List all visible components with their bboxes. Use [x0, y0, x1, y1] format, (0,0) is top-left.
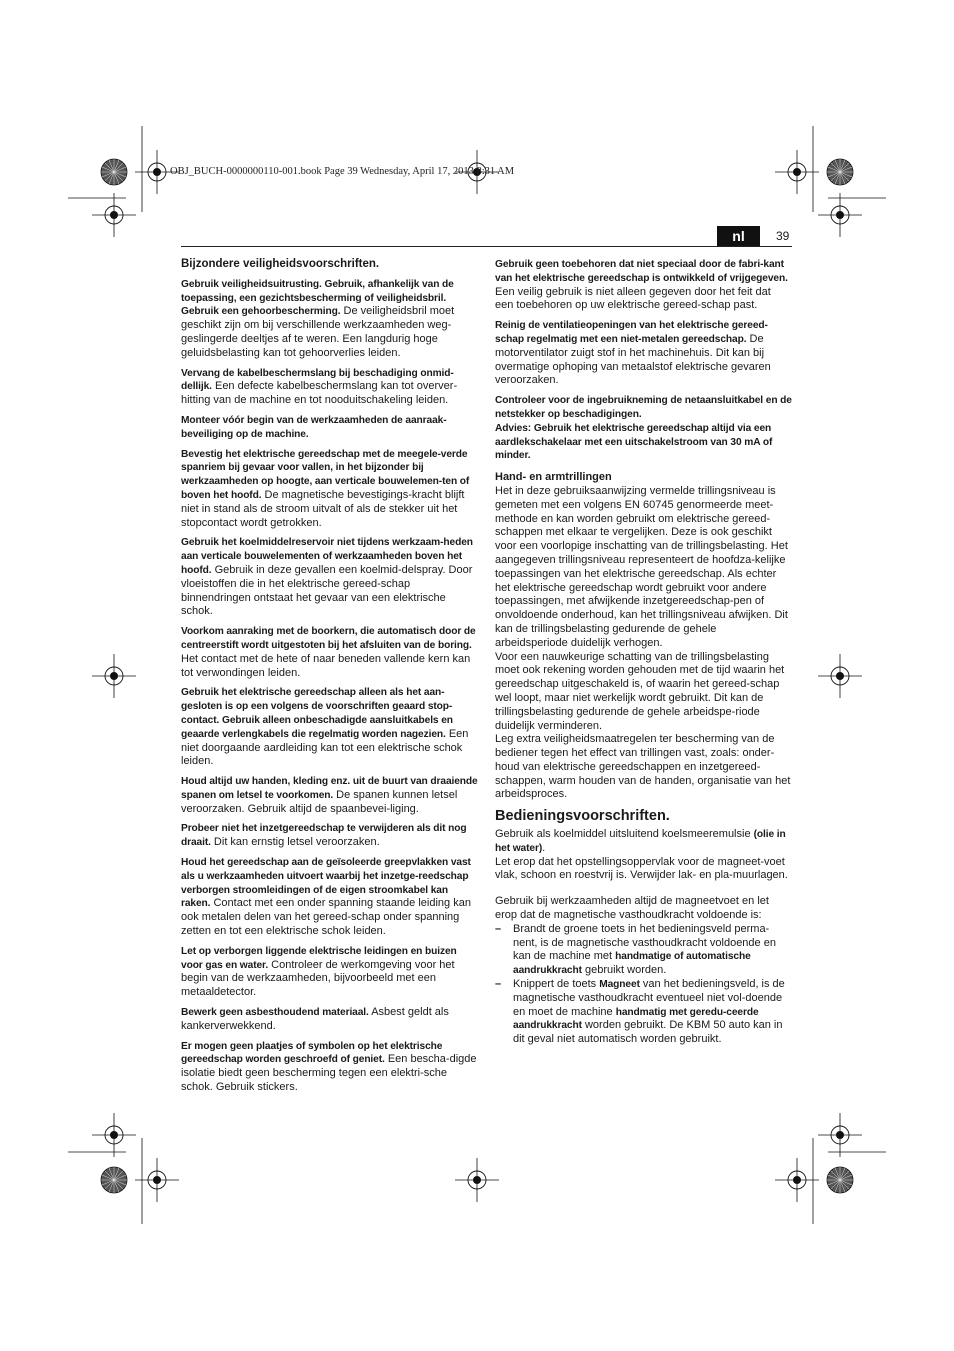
safety-paragraph: Bewerk geen asbesthoudend materiaal. Asbest geldt als kankerverwekkend. [181, 1006, 449, 1032]
left-column [181, 258, 478, 1101]
operating-instructions-heading: Bedieningsvoorschriften. [495, 808, 670, 825]
safety-paragraph: Probeer niet het inzetgereedschap te verwijderen als dit nog draait. Dit kan ernstig letsel veroorzaken. [181, 823, 467, 849]
safety-paragraph: Monteer vóór begin van de werkzaamheden de aanraak-beveiliging op de machine. [181, 414, 447, 440]
section-heading-safety: Bijzondere veiligheidsvoorschriften. [181, 258, 380, 270]
safety-paragraph: Voorkom aanraking met de boorkern, die automatisch door de centreerstift wordt uitgestoten bij het afsluiten van de boring. Het contact met de hete of naar beneden vallende kern kan tot verwondingen leiden. [181, 626, 476, 679]
safety-paragraph: Gebruik het elektrische gereedschap alleen als het aan-gesloten is op een volgens de voorschriften geaard stop-contact. Gebruik alleen onbeschadigde aansluitkabels en geaarde verlengkabels die regelmatig worden nagezien. Een niet doorgaande aardleiding kan tot een elektrische schok leiden. [181, 687, 469, 768]
vibration-heading: Hand- en armtrillingen [495, 471, 612, 484]
header-rule [181, 246, 792, 247]
vibration-paragraph-1: Het in deze gebruiksaanwijzing vermelde trillingsniveau is gemeten met een volgens EN 60745 genormeerde meet-methode en kan worden gebruikt om elektrische gereed-schappen met elkaar te vergelijken. Deze is ook geschikt voor een voorlopige inschatting van de trillingsbelasting. Het aangegeven trillingsniveau representeert de hoofdza-kelijke toepassingen van het elektrische gereedschap. Als echter het elektrische gereedschap wordt gebruikt voor andere toepassingen, met afwijkende inzetgereedschap-pen of onvoldoende onderhoud, kan het trillingsniveau afwijken. Dit kan de trillingsbelasting gedurende de gehele arbeidsperiode duidelijk verhogen. [495, 484, 788, 649]
safety-paragraph: Houd altijd uw handen, kleding enz. uit de buurt van draaiende spanen om letsel te voorkomen. De spanen kunnen letsel veroorzaken. Gebruik altijd de spaanbevei-liging. [181, 776, 478, 815]
paragraph-ventilation: Reinig de ventilatieopeningen van het elektrische gereed-schap regelmatig met een niet-metalen gereedschap. De motorventilator zuigt stof in het machinehuis. Dit kan bij overmatige ophoping van metaalstof elektrische gevaren veroorzaken. [495, 320, 771, 387]
dash-bullet: – [495, 922, 502, 935]
magnet-surface-paragraph: Let erop dat het opstellingsoppervlak voor de magneet-voet vlak, schoon en roestvrij is. Verwijder lak- en pla-muurlagen. [495, 855, 788, 882]
magnet-force-paragraph: Gebruik bij werkzaamheden altijd de magneetvoet en let erop dat de magnetische vasthoudkracht voldoende is: [495, 895, 769, 922]
list-item-magnet-key: – Knippert de toets Magneet van het bedieningsveld, is de magnetische vasthoudkracht eventueel niet vol-doende en moet de machine handmatig met geredu-ceerde aandrukkracht worden gebruikt. De KBM 50 auto kan in dit geval niet automatisch worden gebruikt. [495, 978, 785, 1046]
paragraph-cable-check: Controleer voor de ingebruikneming de netaansluitkabel en de netstekker op beschadigingen. [495, 395, 792, 420]
safety-paragraph-list [181, 278, 478, 1095]
page-number: 39 [776, 229, 790, 243]
dash-bullet: – [495, 978, 502, 991]
safety-paragraph: Gebruik veiligheidsuitrusting. Gebruik, afhankelijk van de toepassing, een gezichtsbescherming of veiligheidsbril. Gebruik een gehoorbescherming. De veiligheidsbril moet geschikt zijn om bij verschillende werkzaamheden weg-geslingerde deeltjes af te weren. Een langdurig hoge geluidsbelasting kan tot gehoorverlies leiden. [181, 278, 455, 359]
safety-paragraph: Vervang de kabelbeschermslang bij beschadiging onmid-dellijk. Een defecte kabelbeschermslang kan tot overver-hitting van de machine en tot nooduitschakeling leiden. [181, 367, 458, 407]
coolant-paragraph: Gebruik als koelmiddel uitsluitend koelsmeeremulsie (olie in het water). [495, 828, 786, 854]
safety-paragraph: Gebruik het koelmiddelreservoir niet tijdens werkzaam-heden aan verticale bouwelementen of werkzaamheden boven het hoofd. Gebruik in deze gevallen een koelmid-delspray. Door vloeistoffen die in het elektrische gereed-schap binnendringen ontstaat het gevaar van een elektrische schok. [181, 537, 473, 618]
right-column [495, 258, 792, 1047]
paragraph-accessories: Gebruik geen toebehoren dat niet speciaal door de fabri-kant van het elektrische gereedschap is ontwikkeld of vrijgegeven. Een veilig gebruik is niet alleen gegeven door het feit dat een toebehoren op uw elektrische gereed-schap past. [495, 259, 788, 312]
safety-paragraph: Bevestig het elektrische gereedschap met de meegele-verde spanriem bij gevaar voor vallen, in het bijzonder bij werkzaamheden op hoogte, aan verticale bouwelemen-ten of boven het hoofd. De magnetische bevestigings-kracht blijft niet in stand als de stroom uitvalt of als de stekker uit het stopcontact wordt getrokken. [181, 448, 470, 529]
vibration-paragraph-2: Voor een nauwkeurige schatting van de trillingsbelasting moet ook rekening worden gehouden met de tijd waarin het gereedschap uitgeschakeld is, of waarin het gereed-schap wel loopt, maar niet werkelijk wordt gebruikt. Dit kan de trillingsbelasting gedurende de gehele arbeidspe-riode duidelijk verminderen. [495, 650, 785, 732]
paragraph-rcd-advice: Advies: Gebruik het elektrische gereedschap altijd via een aardlekschakelaar met een uitschakelstroom van 30 mA of minder. [495, 422, 773, 462]
language-tab: nl [717, 226, 760, 247]
list-item-green-key: – Brandt de groene toets in het bedieningsveld perma-nent, is de magnetische vasthoudkracht voldoende en kan de machine met handmatige of automatische aandrukkracht gebruikt worden. [495, 922, 776, 977]
safety-paragraph: Er mogen geen plaatjes of symbolen op het elektrische gereedschap worden geschroefd of geniet. Een bescha-digde isolatie biedt geen bescherming tegen een elektri-sche schok. Gebruik stickers. [181, 1040, 477, 1094]
safety-paragraph: Houd het gereedschap aan de geïsoleerde greepvlakken vast als u werkzaamheden uitvoert waarbij het inzetge-reedschap verborgen stroomleidingen of de eigen stroomkabel kan raken. Contact met een onder spanning staande leiding kan ook metalen delen van het gereed-schap onder spanning zetten en tot een elektrische schok leiden. [181, 857, 471, 938]
safety-paragraph: Let op verborgen liggende elektrische leidingen en buizen voor gas en water. Controleer de werkomgeving voor het begin van de werkzaamheden, bijvoorbeeld met een metaaldetector. [181, 945, 457, 999]
vibration-paragraph-3: Leg extra veiligheidsmaatregelen ter bescherming van de bediener tegen het effect van trillingen vast, zoals: onder-houd van elektrische gereedschappen en inzetgereed-schappen, warm houden van de handen, organisatie van het arbeidsproces. [495, 733, 791, 801]
print-info-line: OBJ_BUCH-0000000110-001.book Page 39 Wednesday, April 17, 2013 8:31 AM [170, 166, 515, 177]
